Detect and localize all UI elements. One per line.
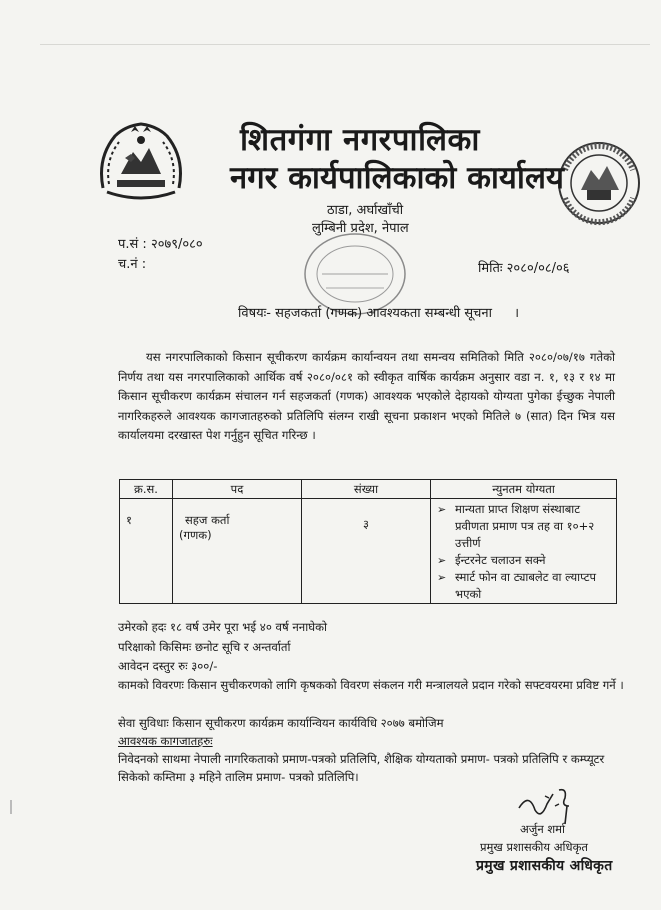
documents-heading: आवश्यक कागजातहरुः: [118, 734, 213, 748]
col-header-count: संख्या: [302, 480, 431, 499]
nepal-emblem-icon: [95, 118, 187, 204]
subject-text: सहजकर्ता (गणक) आवश्यकता सम्बन्धी सूचना: [275, 306, 492, 321]
post-line-2: (गणक): [179, 528, 212, 542]
cell-post: [173, 499, 302, 604]
qualification-item: ➢ ईन्टरनेट चलाउन सक्ने: [437, 552, 610, 569]
municipality-name: शितगंगा नगरपालिका: [240, 122, 480, 158]
address-line-2: लुम्बिनी प्रदेश, नेपाल: [312, 221, 409, 236]
table-row: [120, 499, 617, 604]
scan-edge-line: [40, 44, 650, 45]
cell-count: [302, 499, 431, 604]
col-header-sn: क्र.स.: [120, 480, 173, 499]
count-value: ३: [363, 517, 369, 531]
service-facility: सेवा सुविधाः किसान सूचीकरण कार्यक्रम कार्यान्वियन कार्यविधि २०७७ बमोजिम: [118, 716, 444, 730]
table-header-row: [120, 480, 617, 499]
signatory-name: अर्जुन शर्मा: [520, 822, 566, 836]
notice-body: [118, 348, 615, 446]
qualification-list: [437, 501, 610, 603]
address-line-1: ठाडा, अर्घाखाँची: [327, 203, 404, 218]
application-fee: आवेदन दस्तुर रुः ३००/-: [118, 659, 218, 673]
qualification-table: [119, 479, 617, 604]
signature: [515, 786, 587, 826]
cell-qualifications: [431, 499, 617, 604]
designation-stamp: प्रमुख प्रशासकीय अधिकृत: [476, 858, 613, 874]
col-header-qualification: न्युनतम योग्यता: [431, 480, 617, 499]
subject-label: विषयः-: [238, 306, 271, 321]
reference-number: प.सं : २०७९/०८०: [118, 237, 203, 252]
subject-line: [238, 303, 519, 321]
post-line-1: सहज कर्ता: [185, 513, 230, 527]
office-name: नगर कार्यपालिकाको कार्यालय: [230, 160, 564, 196]
cell-sn: [120, 499, 173, 604]
exam-type: परिक्षाको किसिमः छनोट सूचि र अन्तर्वार्ता: [118, 640, 291, 654]
qualification-item: ➢ स्मार्ट फोन वा ट्याबलेट वा ल्याप्टप भएको: [437, 569, 610, 603]
scan-mark: [10, 800, 12, 814]
sn-value: १: [126, 513, 132, 527]
age-limit: उमेरको हदः १८ वर्ष उमेर पूरा भई ४० वर्ष ननाघेको: [118, 620, 327, 634]
dispatch-number: च.नं :: [118, 257, 147, 272]
documents-text: निवेदनको साथमा नेपाली नागरिकताको प्रमाण-पत्रको प्रतिलिपि, शैक्षिक योग्यताको प्रमाण- पत्रको प्रतिलिपि र कम्प्यूटर सिकेको कम्तिमा ३ महिने तालिम प्रमाण- पत्रको प्रतिलिपि।: [118, 752, 605, 784]
subject-end-mark: ।: [514, 306, 520, 321]
notice-date: मितिः २०८०/०८/०६: [478, 261, 570, 276]
signatory-title: प्रमुख प्रशासकीय अधिकृत: [480, 840, 588, 854]
municipality-logo-icon: [553, 140, 645, 226]
work-description: कामको विवरणः किसान सुचीकरणको लागि कृषकको विवरण संकलन गरी मन्त्रालयले प्रदान गरेको सफ्टवयरमा प्रविष्ट गर्ने ।: [118, 678, 624, 692]
notice-body-text: यस नगरपालिकाको किसान सूचीकरण कार्यक्रम कार्यान्वयन तथा समन्वय समितिको मिति २०८०/०७/१७ गतेको निर्णय तथा यस नगरपालिकाको आर्थिक वर्ष २०८०/०८१ को स्वीकृत वार्षिक कार्यक्रम अनुसार वडा न. १, १३ र १४ मा किसान सूचीकरण कार्यक्रम संचालन गर्न सहजकर्ता (गणक) आवश्यक भएकोले देहायको योग्यता पुगेका ईच्छुक नेपाली नागरिकहरुले आवश्यक कागजातहरुको प्रतिलिपि संलग्न राखी सूचना प्रकाशन भएको मितिले ७ (सात) दिन भित्र यस कार्यालयमा दरखास्त पेश गर्नुहुन सूचित गरिन्छ ।: [118, 350, 615, 442]
qualification-item: ➢ मान्यता प्राप्त शिक्षण संस्थाबाट प्रवीणता प्रमाण पत्र तह वा १०+२ उत्तीर्ण: [437, 501, 610, 552]
col-header-post: पद: [173, 480, 302, 499]
